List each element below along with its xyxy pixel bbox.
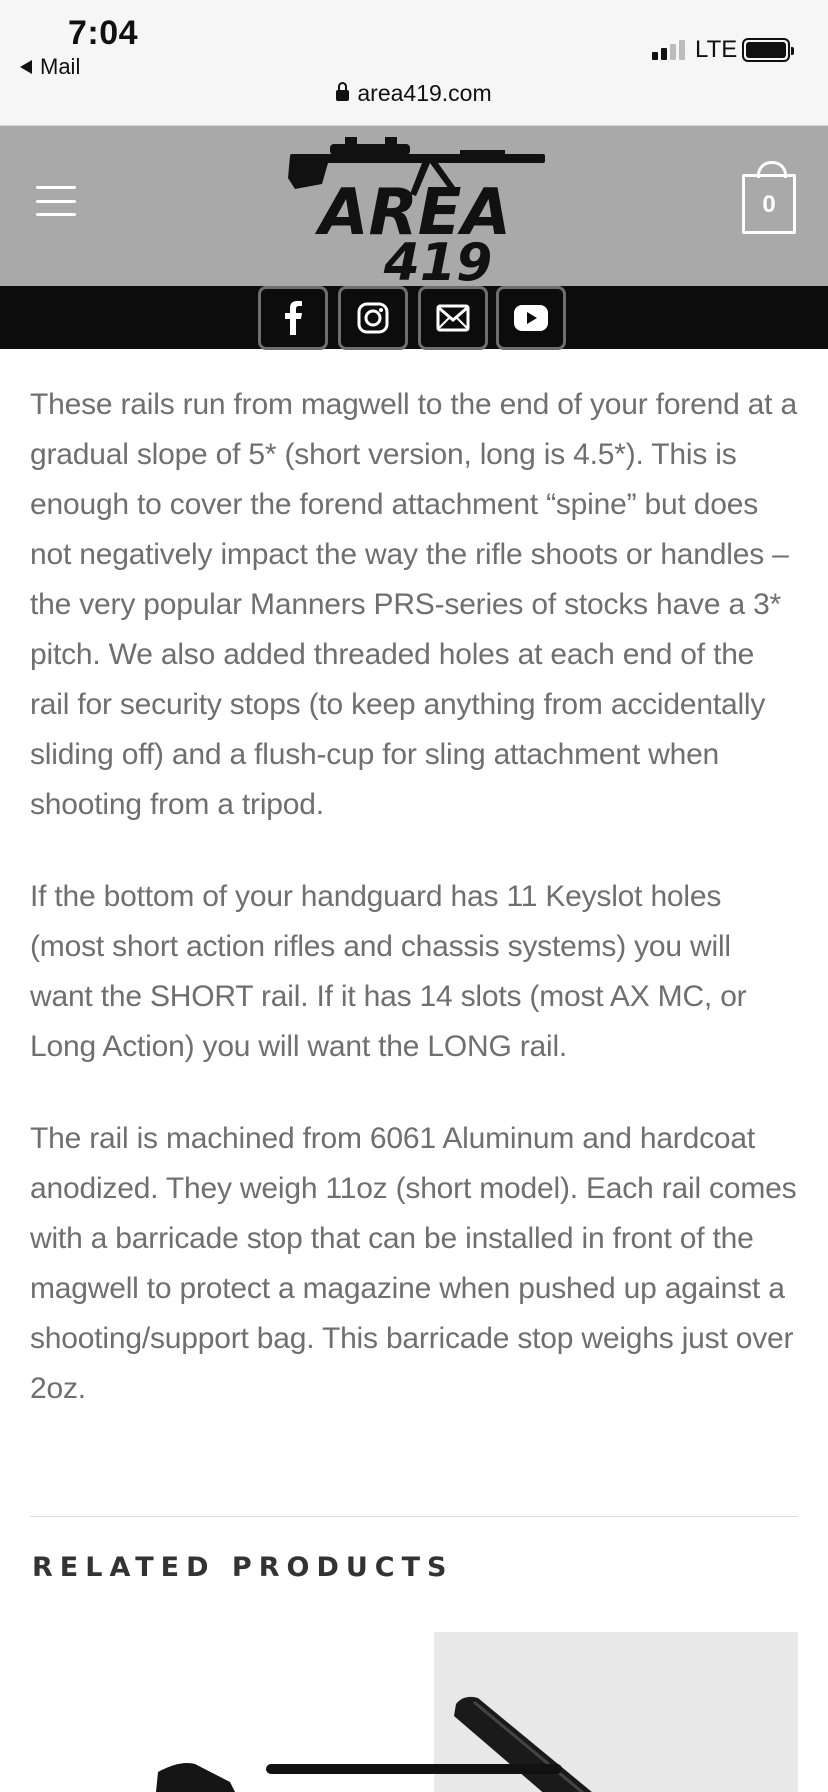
back-to-mail-link[interactable]: [20, 54, 80, 80]
network-label: LTE: [695, 36, 738, 63]
logo-419-text: 419: [383, 233, 493, 284]
url-text: area419.com: [357, 80, 492, 106]
instagram-icon: [356, 301, 390, 335]
back-mail-label: Mail: [40, 54, 81, 79]
section-divider: [30, 1516, 798, 1517]
address-bar[interactable]: [0, 80, 828, 107]
home-indicator: [266, 1764, 562, 1774]
status-bar: [0, 0, 828, 126]
area419-logo[interactable]: [270, 134, 560, 284]
email-button[interactable]: [418, 286, 488, 350]
related-products-heading: RELATED PRODUCTS: [32, 1552, 454, 1583]
product-description: [30, 380, 800, 1456]
social-bar: [0, 286, 828, 349]
description-paragraph: These rails run from magwell to the end of your forend at a gradual slope of 5* (short version, long is 4.5*). This is enough to cover the forend attachment “spine” but does not negatively impact the way the rifle shoots or handles – the very popular Manners PRS-series of stocks have a 3* pitch. We also added threaded holes at each end of the rail for security stops (to keep anything from accidentally sliding off) and a flush-cup for sling attachment when shooting from a tripod.: [30, 388, 797, 821]
description-paragraph: The rail is machined from 6061 Aluminum and hardcoat anodized. They weigh 11oz (short model). Each rail comes with a barricade stop that can be installed in front of the magwell to protect a magazine when pushed up against a shooting/support bag. This barricade stop weighs just over 2oz.: [30, 1122, 797, 1405]
cellular-signal-icon: [652, 38, 685, 60]
lock-icon: [336, 90, 349, 101]
site-header: [0, 126, 828, 286]
envelope-icon: [436, 304, 470, 332]
cart-count: 0: [762, 191, 776, 218]
back-triangle-icon: [20, 60, 32, 74]
description-paragraph: If the bottom of your handguard has 11 Keyslot holes (most short action rifles and chassis systems) you will want the SHORT rail. If it has 14 slots (most AX MC, or Long Action) you will want the LONG rail.: [30, 880, 747, 1063]
battery-icon: [742, 38, 790, 62]
status-time: 7:04: [68, 14, 139, 52]
youtube-icon: [513, 304, 549, 332]
logo-area-text: AREA: [318, 176, 512, 250]
hamburger-menu-icon[interactable]: [36, 186, 76, 216]
facebook-icon: [283, 301, 303, 335]
cart-icon[interactable]: [742, 174, 796, 234]
youtube-button[interactable]: [496, 286, 566, 350]
facebook-button[interactable]: [258, 286, 328, 350]
instagram-button[interactable]: [338, 286, 408, 350]
